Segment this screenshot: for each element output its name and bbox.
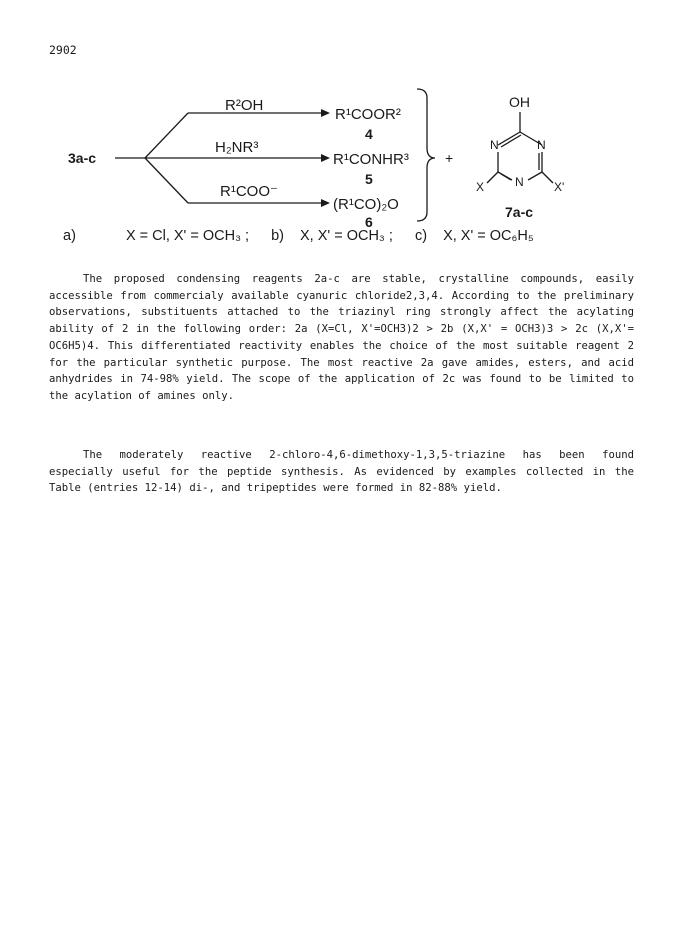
plus-sign: + [445, 150, 454, 166]
paragraph-2 [49, 447, 634, 497]
cond-b-label: b) [271, 228, 284, 244]
product-ester: R¹COOR² [335, 106, 401, 123]
product-amide: R¹CONHR³ [333, 151, 409, 168]
paragraph-1 [49, 271, 634, 405]
product-ester-number: 4 [365, 126, 373, 142]
start-compound-label: 3a-c [68, 150, 97, 166]
triazinone-x-right: X' [554, 180, 565, 194]
cond-b-text: X, X' = OCH₃ ; [300, 228, 393, 244]
triazinone-n-left: N [490, 138, 499, 152]
cond-c-text: X, X' = OC₆H₅ [443, 228, 534, 244]
substituent-definitions [63, 228, 534, 244]
triazinone-n-bottom: N [515, 175, 524, 189]
cond-a-text: X = Cl, X' = OCH₃ ; [125, 228, 250, 244]
paragraph-1-text: The proposed condensing reagents 2a-c are stable, crystalline compounds, easily accessible from commercialy available cyanuric chloride2,3,4. According to the preliminary observations, substituents attached to the triazinyl ring strongly affect the acylating ability of 2 in the following order: 2a (X=Cl, X'=OCH3)2 > 2b (X,X' = OCH3)3 > 2c (X,X'= OC6H5)4. This differentiated reactivity enables the choice of the most suitable reagent 2 for the particular synthetic purpose. The most reactive 2a gave amides, esters, and acid anhydrides in 74-98% yield. The scope of the application of 2c was found to be limited to the acylation of amines only. [49, 273, 634, 402]
product-amide-number: 5 [365, 171, 373, 187]
triazinone-x-left: X [476, 180, 485, 194]
reaction-scheme [0, 0, 680, 240]
byproduct-label: 7a-c [505, 204, 534, 220]
page-number: 2902 [49, 43, 77, 57]
product-anhydride-number: 6 [365, 214, 373, 230]
triazinone-oh: OH [509, 94, 530, 110]
reagent-carboxylate: R¹COO⁻ [220, 183, 278, 200]
reagent-alcohol: R²OH [225, 97, 264, 114]
paragraph-2-text: The moderately reactive 2-chloro-4,6-dimethoxy-1,3,5-triazine has been found especially useful for the peptide synthesis. As evidenced by examples collected in the Table (entries 12-14) di-, and tripeptides were formed in 82-88% yield. [49, 449, 634, 495]
cond-a-label: a) [63, 228, 76, 244]
triazinone-n-right: N [537, 138, 546, 152]
reagent-amine: H₂NR³ [215, 139, 259, 156]
product-anhydride: (R¹CO)₂O [333, 196, 399, 213]
cond-c-label: c) [414, 228, 428, 244]
